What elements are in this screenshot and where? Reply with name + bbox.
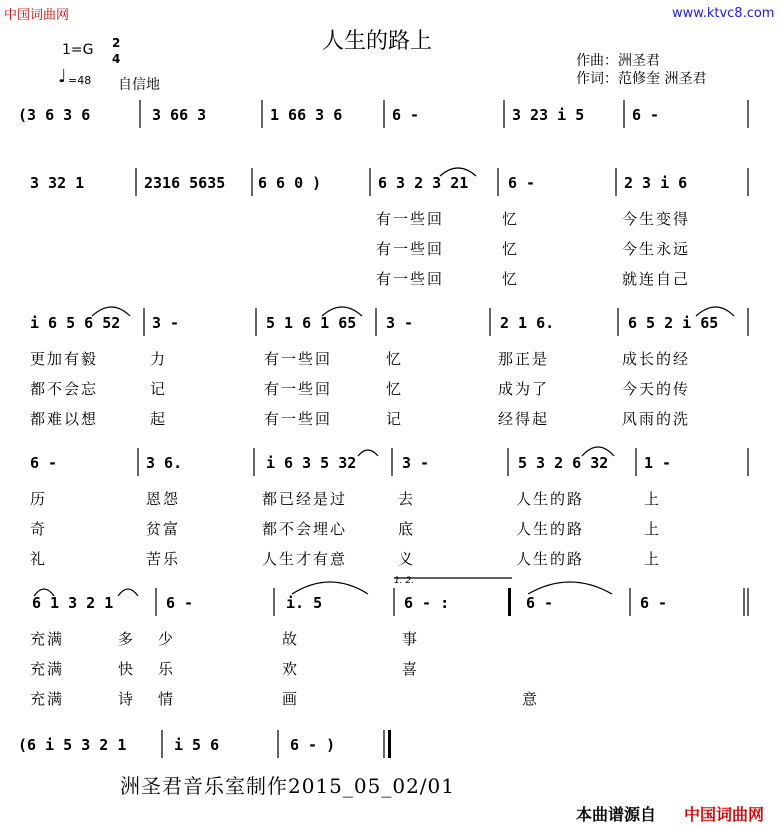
lyric: 忆	[502, 210, 520, 228]
lyric: 忆	[386, 380, 404, 398]
lyric: 风雨的洗	[622, 410, 691, 428]
lyric: 情	[158, 690, 176, 708]
measure: i 5 6	[174, 736, 220, 754]
lyric: 人生才有意	[262, 550, 348, 568]
lyric: 有一些回	[376, 240, 445, 258]
measure: 6 - )	[290, 736, 336, 754]
measure: 6 6 0 )	[258, 174, 322, 192]
lyric: 都不会埋心	[262, 520, 348, 538]
measure: 3 -	[152, 314, 180, 332]
measure: 6 3 2 3 21	[378, 174, 469, 192]
lyric: 起	[150, 410, 168, 428]
quarter-note-icon: ♩	[58, 66, 67, 87]
lyricist: 作词：范修奎 洲圣君	[576, 71, 707, 87]
watermark-left: 中国词曲网	[4, 8, 70, 23]
lyric: 恩怨	[146, 490, 181, 508]
lyric: 事	[402, 630, 420, 648]
measure: 6 -	[632, 106, 660, 124]
measure: 2 1 6.	[500, 314, 555, 332]
measure: 3 6.	[146, 454, 183, 472]
measure: i. 5	[286, 594, 323, 612]
measure: 2316 5635	[144, 174, 226, 192]
lyric: 都不会忘	[30, 380, 99, 398]
measure: 5 3 2 6 32	[518, 454, 609, 472]
watermark-right: www.ktvc8.com	[672, 6, 775, 21]
lyric: 充满	[30, 660, 65, 678]
lyric: 上	[644, 550, 662, 568]
lyric: 都已经是过	[262, 490, 348, 508]
measure: (3 6 3 6	[18, 106, 91, 124]
lyric: 多	[118, 630, 136, 648]
lyric: 义	[398, 550, 416, 568]
lyric: 少	[158, 630, 176, 648]
measure: 6 1 3 2 1	[32, 594, 114, 612]
lyric: 欢	[282, 660, 300, 678]
lyric: 礼	[30, 550, 48, 568]
lyric: 更加有毅	[30, 350, 99, 368]
tempo-text: 自信地	[118, 77, 160, 93]
lyric: 记	[150, 380, 168, 398]
lyric: 经得起	[498, 410, 550, 428]
time-signature-bottom: 4	[112, 52, 121, 66]
lyric: 上	[644, 490, 662, 508]
measure: 3 -	[402, 454, 430, 472]
time-signature-top: 2	[112, 36, 121, 50]
lyric: 有一些回	[376, 210, 445, 228]
lyric: 乐	[158, 660, 176, 678]
tempo: =48	[68, 74, 92, 87]
lyric: 那正是	[498, 350, 550, 368]
lyric: 贫富	[146, 520, 181, 538]
lyric: 成为了	[498, 380, 550, 398]
lyric: 力	[150, 350, 168, 368]
lyric: 忆	[502, 240, 520, 258]
lyric: 忆	[386, 350, 404, 368]
lyric: 充满	[30, 630, 65, 648]
measure: 6 - :	[404, 594, 450, 612]
key-signature: 1=G	[62, 42, 94, 58]
lyric: 今生永远	[622, 240, 691, 258]
lyric: 有一些回	[264, 380, 333, 398]
lyric: 人生的路	[516, 550, 585, 568]
measure: 3 -	[386, 314, 414, 332]
lyric: 历	[30, 490, 48, 508]
lyric: 就连自己	[622, 270, 691, 288]
page-title: 人生的路上	[322, 29, 433, 54]
source-brand: 中国词曲网	[684, 805, 765, 824]
lyric: 人生的路	[516, 520, 585, 538]
footer-credit: 洲圣君音乐室制作2015_05_02/01	[120, 774, 455, 798]
lyric: 快	[118, 660, 136, 678]
measure: 3 32 1	[30, 174, 85, 192]
measure: (6 i 5 3 2 1	[18, 736, 127, 754]
lyric: 意	[522, 690, 540, 708]
measure: 6 -	[526, 594, 554, 612]
lyric: 有一些回	[264, 350, 333, 368]
lyric: 诗	[118, 690, 136, 708]
measure: 6 -	[640, 594, 668, 612]
lyric: 充满	[30, 690, 65, 708]
measure: 3 66 3	[152, 106, 207, 124]
measure: 6 -	[508, 174, 536, 192]
lyric: 今天的传	[622, 380, 691, 398]
lyric: 有一些回	[376, 270, 445, 288]
lyric: 忆	[502, 270, 520, 288]
lyric: 苦乐	[146, 550, 181, 568]
measure: 3 23 i 5	[512, 106, 585, 124]
measure: 6 5 2 i 65	[628, 314, 719, 332]
lyric: 底	[398, 520, 416, 538]
lyric: 画	[282, 690, 300, 708]
measure: 1 66 3 6	[270, 106, 343, 124]
lyric: 有一些回	[264, 410, 333, 428]
lyric: 上	[644, 520, 662, 538]
lyric: 人生的路	[516, 490, 585, 508]
source-label: 本曲谱源自	[576, 805, 657, 824]
measure: 2 3 i 6	[624, 174, 688, 192]
lyric: 喜	[402, 660, 420, 678]
lyric: 去	[398, 490, 416, 508]
lyric: 今生变得	[622, 210, 691, 228]
lyric: 都难以想	[30, 410, 99, 428]
measure: 6 -	[166, 594, 194, 612]
lyric: 记	[386, 410, 404, 428]
volta-label: 1. 2.	[394, 576, 415, 586]
measure: i 6 3 5 32	[266, 454, 357, 472]
measure: 6 -	[392, 106, 420, 124]
measure: 6 -	[30, 454, 58, 472]
lyric: 奇	[30, 520, 48, 538]
composer: 作曲：洲圣君	[576, 53, 660, 69]
lyric: 故	[282, 630, 300, 648]
measure: i 6 5 6 52	[30, 314, 121, 332]
measure: 5 1 6 1 65	[266, 314, 357, 332]
lyric: 成长的经	[622, 350, 691, 368]
measure: 1 -	[644, 454, 672, 472]
